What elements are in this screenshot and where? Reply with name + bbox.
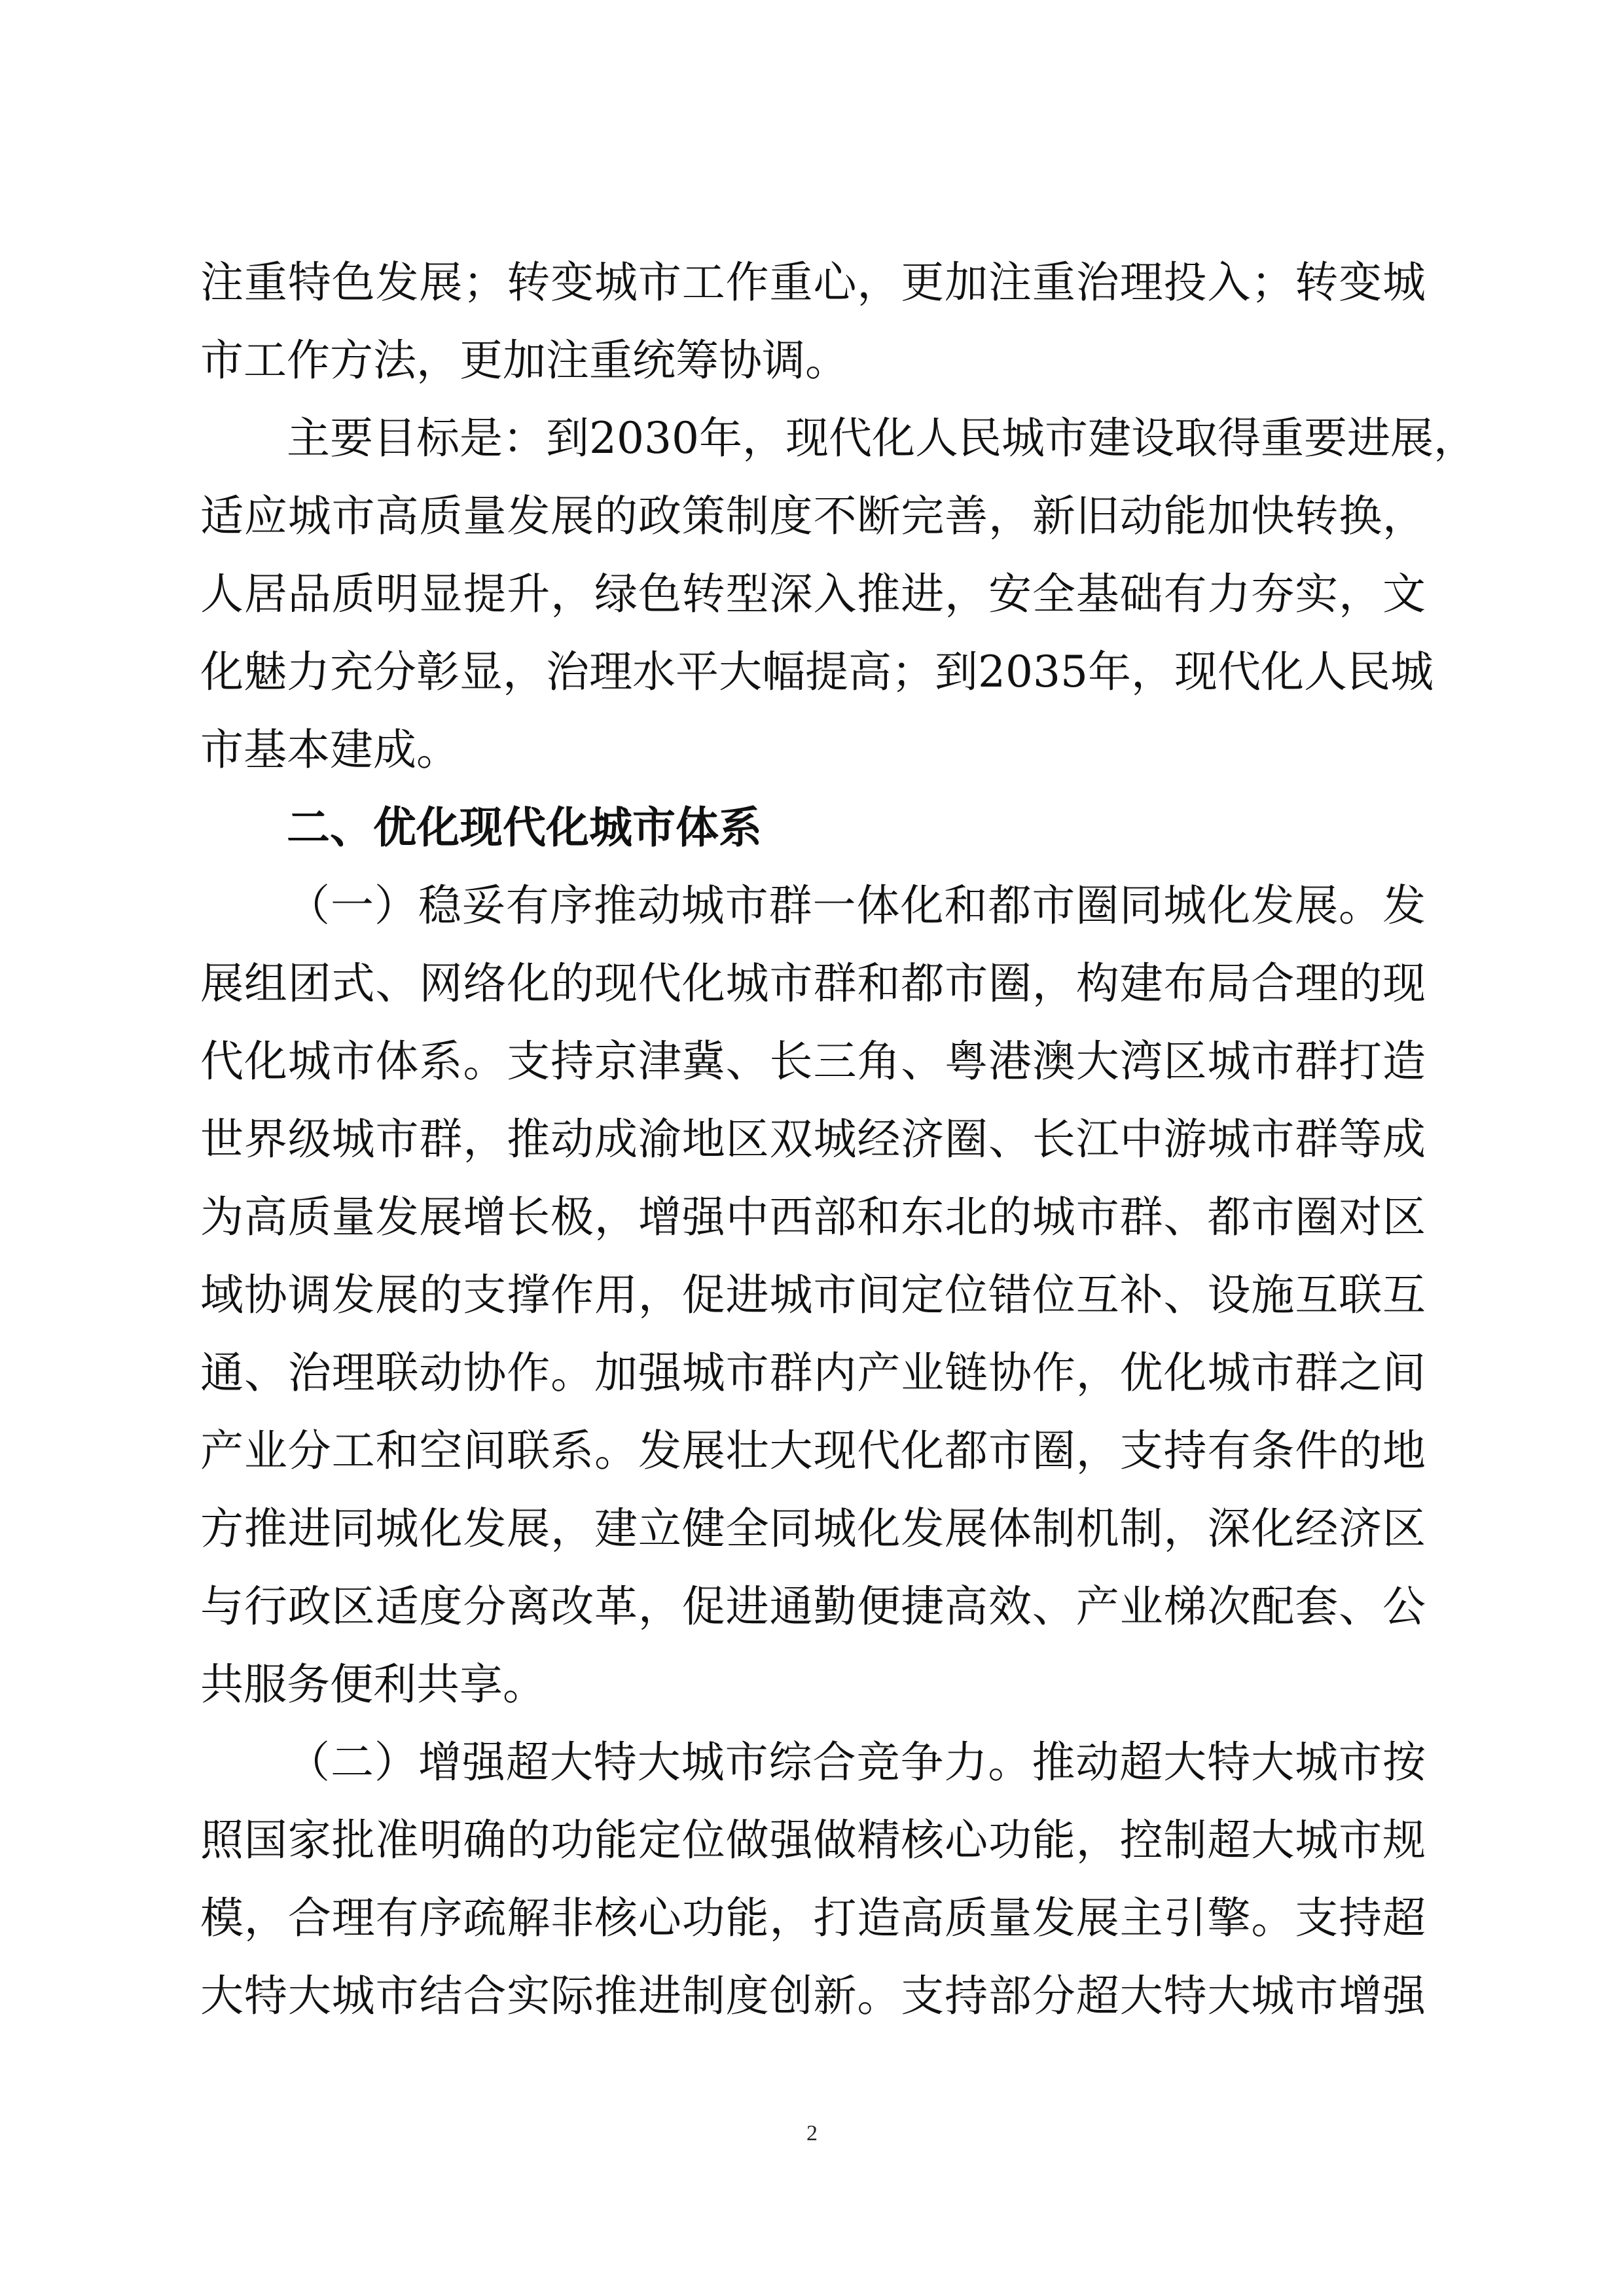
text-line: （一）稳妥有序推动城市群一体化和都市圈同城化发展。发 [287,880,1426,931]
text-line: 与行政区适度分离改革，促进通勤便捷高效、产业梯次配套、公 [200,1581,1426,1632]
text-line: 为高质量发展增长极，增强中西部和东北的城市群、都市圈对区 [200,1192,1426,1242]
text-line: 通、治理联动协作。加强城市群内产业链协作，优化城市群之间 [200,1348,1426,1398]
text-line: 人居品质明显提升，绿色转型深入推进，安全基础有力夯实，文 [200,569,1426,619]
text-line: 世界级城市群，推动成渝地区双城经济圈、长江中游城市群等成 [200,1114,1426,1164]
text-line: 大特大城市结合实际推进制度创新。支持部分超大特大城市增强 [200,1971,1426,2021]
section-heading: 二、优化现代化城市体系 [287,802,762,853]
page-number: 2 [806,2121,818,2145]
document-body [200,243,1477,2035]
text-line: 模，合理有序疏解非核心功能，打造高质量发展主引擎。支持超 [200,1893,1426,1943]
text-line: 代化城市体系。支持京津冀、长三角、粤港澳大湾区城市群打造 [200,1036,1426,1086]
text-line: 市基本建成。 [200,725,460,775]
text-line: 域协调发展的支撑作用，促进城市间定位错位互补、设施互联互 [200,1270,1426,1320]
text-line: 共服务便利共享。 [200,1659,546,1710]
text-line: 展组团式、网络化的现代化城市群和都市圈，构建布局合理的现 [200,958,1426,1009]
text-line: 方推进同城化发展，建立健全同城化发展体制机制，深化经济区 [200,1503,1426,1554]
text-line: 产业分工和空间联系。发展壮大现代化都市圈，支持有条件的地 [200,1426,1426,1476]
text-line: 化魅力充分彰显，治理水平大幅提高；到2035年，现代化人民城 [200,647,1434,697]
text-line: 照国家批准明确的功能定位做强做精核心功能，控制超大城市规 [200,1815,1426,1865]
text-line: 适应城市高质量发展的政策制度不断完善，新旧动能加快转换， [200,491,1426,541]
text-line: 市工作方法，更加注重统筹协调。 [200,335,848,386]
text-line: （二）增强超大特大城市综合竞争力。推动超大特大城市按 [287,1737,1426,1787]
text-line: 主要目标是：到2030年，现代化人民城市建设取得重要进展， [287,413,1477,463]
text-line: 注重特色发展；转变城市工作重心，更加注重治理投入；转变城 [200,257,1426,308]
